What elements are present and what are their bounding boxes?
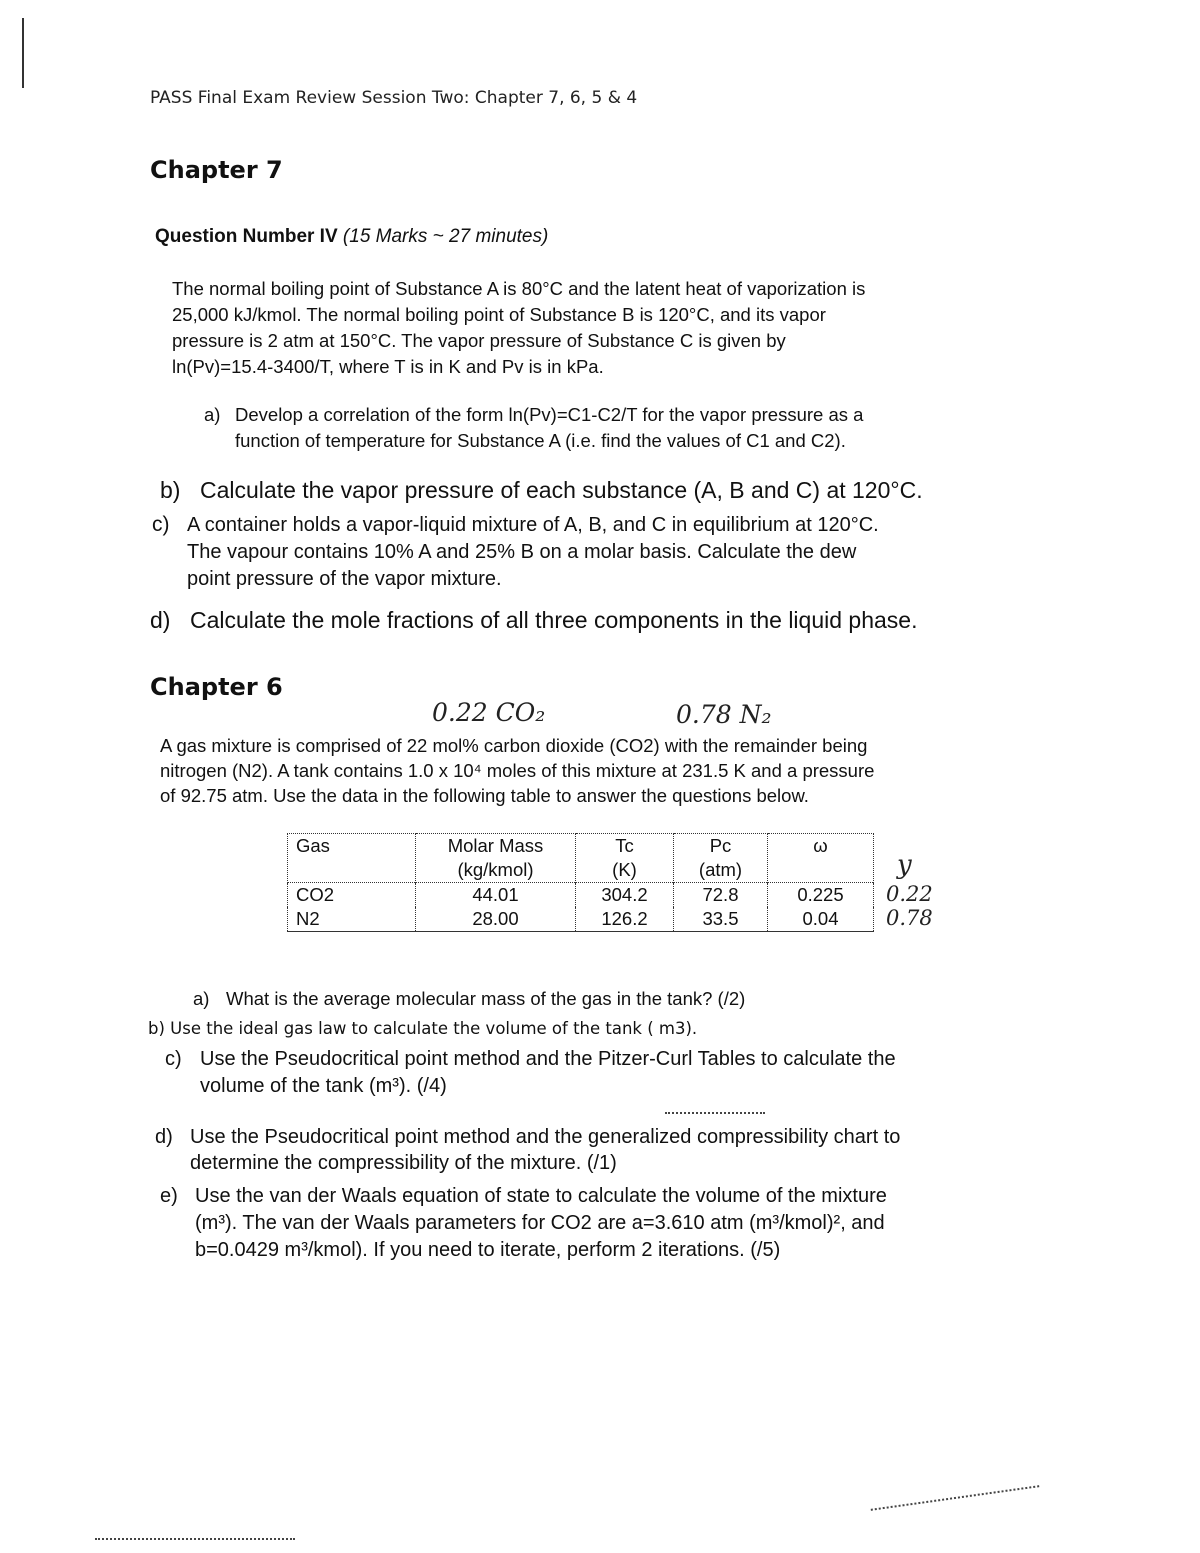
question-label: Question Number IV bbox=[155, 226, 338, 247]
handwritten-n2: 0.78 N₂ bbox=[676, 700, 772, 729]
page-header: PASS Final Exam Review Session Two: Chapter 7, 6, 5 & 4 bbox=[150, 88, 638, 108]
item-line: The vapour contains 10% A and 25% B on a molar basis. Calculate the dew bbox=[187, 541, 857, 563]
item-line: A container holds a vapor-liquid mixture of A, B, and C in equilibrium at 120°C. bbox=[187, 514, 879, 536]
question-meta: (15 Marks ~ 27 minutes) bbox=[342, 226, 549, 247]
cell-gas: CO2 bbox=[288, 883, 416, 908]
cell-pc: 72.8 bbox=[674, 883, 768, 908]
scan-artifact-mid bbox=[665, 1112, 765, 1114]
chapter-6-title: Chapter 6 bbox=[150, 673, 283, 701]
table-row bbox=[288, 907, 874, 932]
item-line: Calculate the mole fractions of all three components in the liquid phase. bbox=[190, 607, 918, 633]
ch7-question-b bbox=[160, 475, 1040, 505]
item-label: c) bbox=[165, 1048, 182, 1070]
item-label: d) bbox=[155, 1126, 173, 1148]
ch6-question-c bbox=[165, 1046, 1025, 1100]
item-label: a) bbox=[193, 988, 210, 1009]
header-pc bbox=[674, 834, 768, 883]
handwritten-co2: 0.22 CO₂ bbox=[432, 698, 546, 727]
ch7-question-c bbox=[152, 512, 1032, 593]
handwritten-y1: 0.22 bbox=[886, 882, 933, 906]
ch6-intro-line: of 92.75 atm. Use the data in the following table to answer the questions below. bbox=[160, 785, 809, 806]
ch6-question-d bbox=[155, 1124, 1025, 1176]
gas-data-table bbox=[287, 833, 874, 932]
item-label: b) bbox=[160, 477, 181, 503]
item-line: Calculate the vapor pressure of each substance (A, B and C) at 120°C. bbox=[200, 477, 923, 503]
item-line: Use the Pseudocritical point method and the Pitzer-Curl Tables to calculate the bbox=[200, 1048, 896, 1070]
item-line: Use the Pseudocritical point method and the generalized compressibility chart to bbox=[190, 1126, 901, 1148]
header-gas: Gas bbox=[288, 834, 416, 883]
cell-molar-mass: 28.00 bbox=[416, 907, 576, 932]
ch7-intro-line: The normal boiling point of Substance A is 80°C and the latent heat of vaporization is bbox=[172, 278, 866, 299]
header-line: Tc bbox=[615, 835, 634, 856]
cell-omega: 0.225 bbox=[768, 883, 874, 908]
header-line: (atm) bbox=[698, 859, 743, 880]
header-line: Pc bbox=[709, 835, 732, 856]
ch6-question-b: b) Use the ideal gas law to calculate the volume of the tank ( m3). bbox=[148, 1019, 698, 1038]
cell-tc: 126.2 bbox=[576, 907, 674, 932]
header-omega: ω bbox=[768, 834, 874, 883]
ch6-question-a bbox=[193, 986, 893, 1012]
ch7-question-d bbox=[150, 605, 1050, 635]
header-tc bbox=[576, 834, 674, 883]
cell-omega: 0.04 bbox=[768, 907, 874, 932]
ch7-intro-line: 25,000 kJ/kmol. The normal boiling point of Substance B is 120°C, and its vapor bbox=[172, 304, 826, 325]
item-line: Develop a correlation of the form ln(Pv)=C1-C2/T for the vapor pressure as a bbox=[235, 404, 864, 425]
item-line: volume of the tank (m³). (/4) bbox=[200, 1075, 447, 1097]
ch7-intro bbox=[172, 276, 1014, 380]
item-label: e) bbox=[160, 1185, 178, 1207]
ch7-intro-line: ln(Pv)=15.4-3400/T, where T is in K and Pv is in kPa. bbox=[172, 356, 604, 377]
cell-pc: 33.5 bbox=[674, 907, 768, 932]
scan-artifact-right bbox=[871, 1485, 1040, 1511]
cell-tc: 304.2 bbox=[576, 883, 674, 908]
header-line: (K) bbox=[612, 859, 637, 880]
item-line: function of temperature for Substance A (i.e. find the values of C1 and C2). bbox=[235, 430, 846, 451]
table-header-row bbox=[288, 834, 874, 883]
ch6-intro-line: nitrogen (N2). A tank contains 1.0 x 10⁴ moles of this mixture at 231.5 K and a pressure bbox=[160, 760, 875, 781]
item-line: (m³). The van der Waals parameters for CO2 are a=3.610 atm (m³/kmol)², and bbox=[195, 1212, 885, 1234]
scan-artifact-bottom bbox=[95, 1538, 295, 1540]
ch6-intro bbox=[160, 733, 1010, 808]
item-line: Use the van der Waals equation of state to calculate the volume of the mixture bbox=[195, 1185, 887, 1207]
cell-molar-mass: 44.01 bbox=[416, 883, 576, 908]
handwritten-y: y bbox=[897, 850, 912, 880]
ch7-question-a bbox=[204, 402, 1016, 454]
ch6-question-e bbox=[160, 1183, 1030, 1264]
ch6-intro-line: A gas mixture is comprised of 22 mol% carbon dioxide (CO2) with the remainder being bbox=[160, 735, 868, 756]
item-line: determine the compressibility of the mixture. (/1) bbox=[190, 1152, 617, 1174]
item-label: d) bbox=[150, 607, 171, 633]
item-label: a) bbox=[204, 404, 221, 425]
ch7-intro-line: pressure is 2 atm at 150°C. The vapor pressure of Substance C is given by bbox=[172, 330, 786, 351]
header-molar-mass bbox=[416, 834, 576, 883]
header-line: (kg/kmol) bbox=[457, 859, 534, 880]
item-line: point pressure of the vapor mixture. bbox=[187, 568, 502, 590]
cell-gas: N2 bbox=[288, 907, 416, 932]
scan-mark-left bbox=[22, 18, 24, 88]
handwritten-y2: 0.78 bbox=[886, 906, 933, 930]
item-label: c) bbox=[152, 513, 170, 536]
item-line: What is the average molecular mass of the gas in the tank? (/2) bbox=[226, 988, 746, 1009]
question-title bbox=[155, 226, 548, 248]
item-line: b=0.0429 m³/kmol). If you need to iterate, perform 2 iterations. (/5) bbox=[195, 1239, 781, 1261]
table-row bbox=[288, 883, 874, 908]
chapter-7-title: Chapter 7 bbox=[150, 156, 283, 184]
header-line: Molar Mass bbox=[447, 835, 544, 856]
